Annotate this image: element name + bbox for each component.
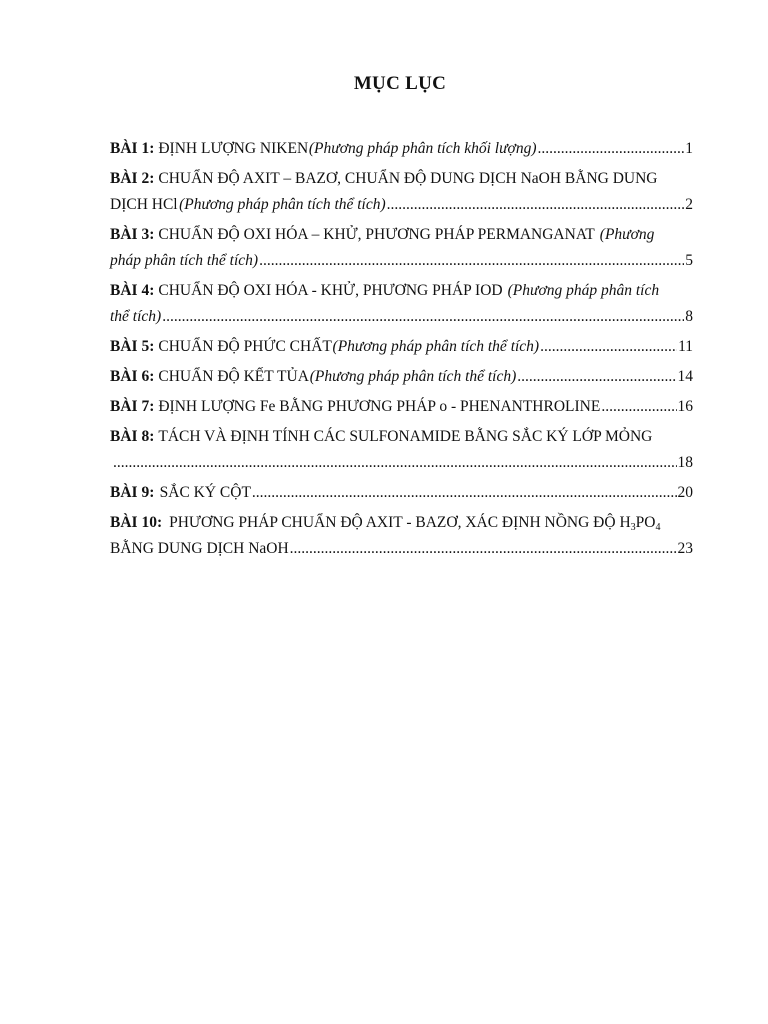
toc-entry-5[interactable]: [110, 334, 693, 360]
dot-leader: [259, 248, 684, 274]
entry-method: (Phương pháp phân tích thể tích): [309, 368, 517, 385]
entry-page-number: 11: [678, 338, 693, 355]
toc-entry-1[interactable]: [110, 136, 693, 162]
toc-entry-9[interactable]: [110, 480, 693, 506]
entry-page-number: 14: [677, 368, 693, 385]
entry-number: BÀI 8:: [110, 428, 155, 445]
entry-number: BÀI 5:: [110, 338, 155, 355]
entry-method: (Phương pháp phân tích thể tích): [179, 196, 386, 213]
entry-page-number: 5: [685, 252, 693, 269]
entry-number: BÀI 4:: [110, 282, 155, 299]
entry-title-continued: DỊCH HCl: [110, 196, 178, 213]
entry-page-number: 18: [677, 454, 693, 471]
entry-title: CHUẨN ĐỘ PHỨC CHẤT: [158, 338, 332, 355]
entry-title-continued: BẰNG DUNG DỊCH NaOH: [110, 540, 289, 557]
entry-title: ĐỊNH LƯỢNG NIKEN: [158, 140, 309, 157]
table-of-contents: [110, 136, 693, 566]
entry-number: BÀI 2:: [110, 170, 155, 187]
dot-leader: [540, 334, 677, 360]
entry-page-number: 16: [677, 398, 693, 415]
toc-entry-6[interactable]: [110, 364, 693, 390]
entry-number: BÀI 1:: [110, 140, 155, 157]
page-title: MỤC LỤC: [353, 73, 447, 94]
dot-leader: [517, 364, 676, 390]
entry-page-number: 23: [677, 540, 693, 557]
toc-entry-7[interactable]: [110, 394, 693, 420]
toc-entry-10[interactable]: [110, 510, 693, 562]
entry-page-number: 20: [677, 484, 693, 501]
entry-method: (Phương pháp phân tích thể tích): [332, 338, 540, 355]
dot-leader: [537, 136, 684, 162]
entry-number: BÀI 7:: [110, 398, 155, 415]
entry-number: BÀI 9:: [110, 484, 155, 501]
entry-title: CHUẨN ĐỘ KẾT TỦA: [158, 368, 309, 385]
dot-leader: [601, 394, 676, 420]
dot-leader: [162, 304, 684, 330]
entry-page-number: 8: [685, 308, 693, 325]
toc-entry-3[interactable]: [110, 222, 693, 274]
toc-entry-4[interactable]: [110, 278, 693, 330]
dot-leader: [113, 450, 677, 476]
entry-title: CHUẨN ĐỘ OXI HÓA – KHỬ, PHƯƠNG PHÁP PERMANGANAT: [158, 226, 595, 243]
dot-leader: [387, 192, 685, 218]
toc-entry-2[interactable]: [110, 166, 693, 218]
entry-number: BÀI 10:: [110, 514, 163, 531]
entry-page-number: 2: [685, 196, 693, 213]
dot-leader: [252, 480, 677, 506]
toc-entry-8[interactable]: [110, 424, 693, 476]
entry-title: PHƯƠNG PHÁP CHUẨN ĐỘ AXIT - BAZƠ, XÁC ĐỊNH NỒNG ĐỘ $H_3PO_4$: [169, 514, 661, 533]
entry-method-continued: pháp phân tích thể tích): [110, 252, 259, 269]
entry-title: CHUẨN ĐỘ OXI HÓA - KHỬ, PHƯƠNG PHÁP IOD: [158, 282, 503, 299]
entry-title: SẮC KÝ CỘT: [159, 484, 251, 501]
entry-page-number: 1: [685, 140, 693, 157]
entry-number: BÀI 3:: [110, 226, 155, 243]
dot-leader: [290, 536, 677, 562]
entry-title: CHUẨN ĐỘ AXIT – BAZƠ, CHUẨN ĐỘ DUNG DỊCH NaOH BẰNG DUNG: [158, 170, 658, 187]
entry-method: (Phương pháp phân tích khối lượng): [308, 140, 537, 157]
entry-method: (Phương pháp phân tích: [507, 282, 660, 299]
entry-title: TÁCH VÀ ĐỊNH TÍNH CÁC SULFONAMIDE BẰNG SẮC KÝ LỚP MỎNG: [158, 428, 653, 445]
entry-method: (Phương: [599, 226, 655, 243]
entry-title: ĐỊNH LƯỢNG Fe BẰNG PHƯƠNG PHÁP o - PHENANTHROLINE: [158, 398, 601, 415]
entry-number: BÀI 6:: [110, 368, 155, 385]
entry-method-continued: thể tích): [110, 308, 162, 325]
